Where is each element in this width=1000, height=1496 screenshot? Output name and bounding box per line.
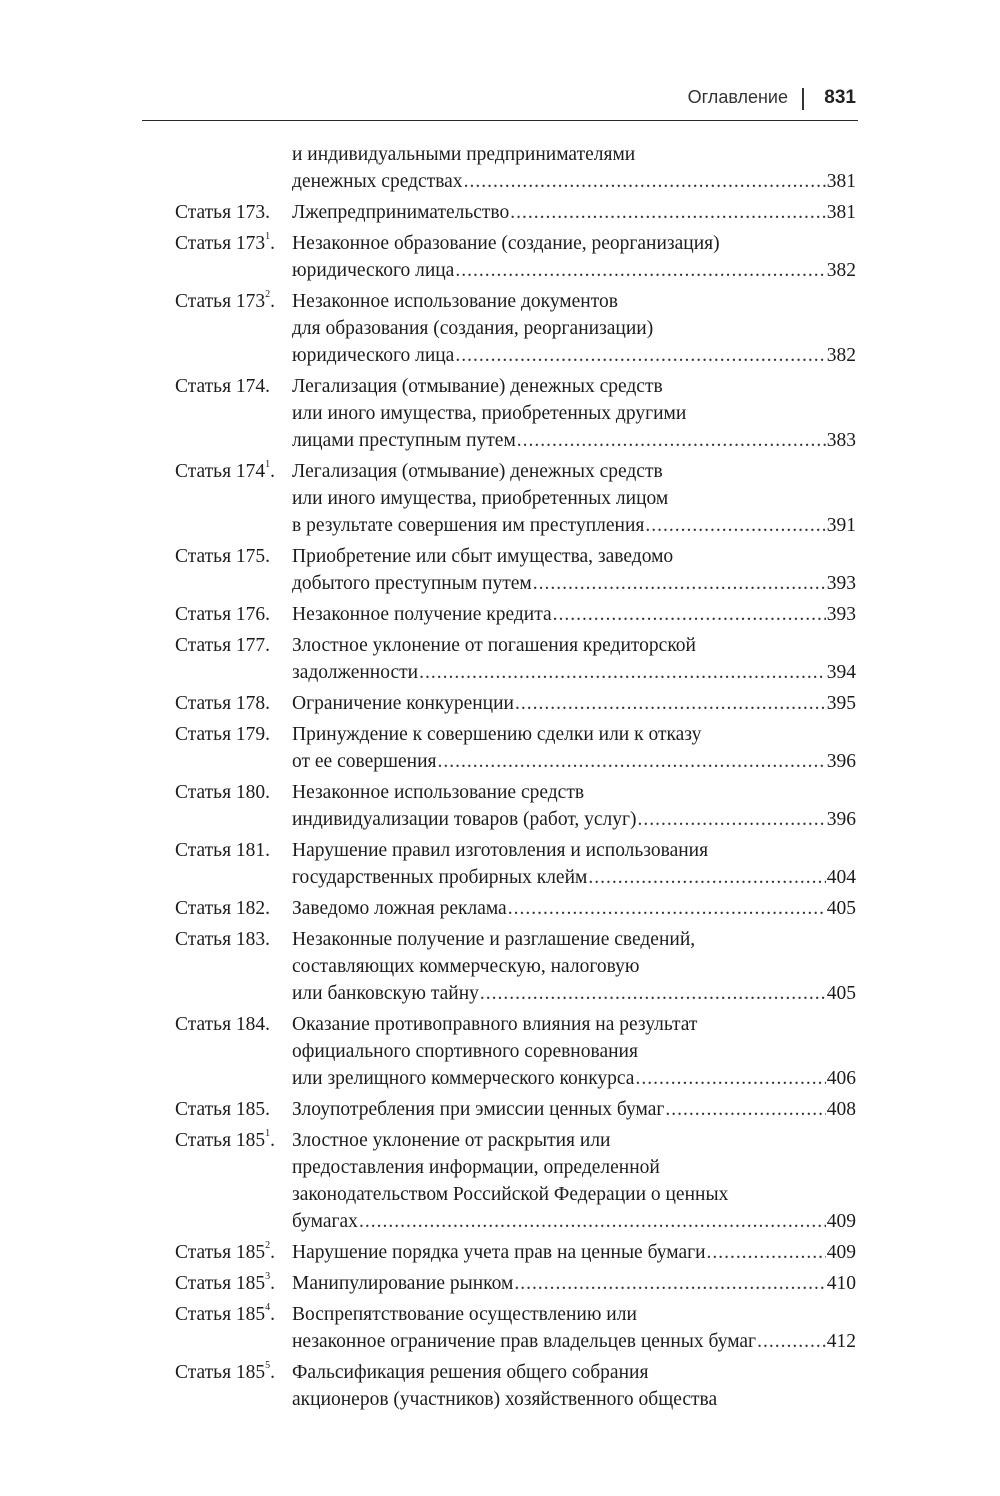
entry-page-number: 381: [826, 202, 856, 223]
entry-title: [292, 230, 856, 284]
dot-leader: [514, 1270, 825, 1297]
title-line: Нарушение правил изготовления и использования: [292, 840, 709, 861]
toc-entry[interactable]: [175, 721, 856, 775]
title-line: или зрелищного коммерческого конкурса: [292, 1068, 635, 1089]
entry-title: [292, 543, 856, 597]
title-line: Фальсификация решения общего собрания: [292, 1362, 649, 1383]
running-title: Оглавление: [687, 87, 788, 107]
dot-leader: [419, 659, 826, 686]
entry-title: [292, 373, 856, 454]
dot-leader: [645, 512, 825, 539]
toc-entry[interactable]: [175, 288, 856, 369]
header-divider: [802, 88, 804, 110]
entry-title: [292, 1301, 856, 1355]
article-number: Статья 185: [175, 1130, 266, 1151]
article-superscript: 1: [265, 459, 271, 470]
article-number: Статья 185: [175, 1273, 266, 1294]
dot-leader: [508, 895, 826, 922]
article-label: [175, 601, 292, 628]
title-line: официального спортивного соревнования: [292, 1041, 638, 1062]
title-line: в результате совершения им преступления: [292, 515, 645, 536]
entry-title: [292, 895, 856, 922]
article-label: [175, 779, 292, 833]
entry-page-number: 408: [826, 1099, 856, 1120]
article-label: Статья $185^1$.: [175, 1128, 276, 1151]
article-label: [175, 373, 292, 454]
dot-leader: [438, 748, 826, 775]
title-line: Легализация (отмывание) денежных средств: [292, 376, 663, 397]
article-label: [175, 690, 292, 717]
entry-page-number: 396: [826, 751, 856, 772]
article-label: [175, 895, 292, 922]
article-label: Статья $173^2$.: [175, 289, 276, 312]
title-line: Легализация (отмывание) денежных средств: [292, 461, 663, 482]
title-line: для образования (создания, реорганизации): [292, 318, 654, 339]
article-number: Статья 174: [175, 461, 266, 482]
toc-entry[interactable]: [175, 1096, 856, 1123]
title-line: Ограничение конкуренции: [292, 693, 514, 714]
article-number: Статья 185: [175, 1304, 266, 1325]
entry-title: [292, 1359, 856, 1413]
dot-leader: [588, 864, 825, 891]
entry-title: [292, 1270, 856, 1297]
dot-leader: [533, 570, 826, 597]
entry-title: [292, 601, 856, 628]
entry-page-number: 405: [826, 983, 856, 1004]
dot-leader: [635, 1065, 825, 1092]
article-superscript: 4: [265, 1302, 271, 1313]
toc-entry[interactable]: [175, 199, 856, 226]
article-label: [175, 926, 292, 1007]
article-superscript: 5: [265, 1360, 271, 1371]
entry-page-number: 381: [826, 171, 856, 192]
title-line: Незаконное использование средств: [292, 782, 585, 803]
article-label: Статья $173^1$.: [175, 231, 276, 254]
entry-page-number: 382: [826, 260, 856, 281]
entry-page-number: 393: [826, 604, 856, 625]
title-line: Нарушение порядка учета прав на ценные бумаги: [292, 1242, 706, 1263]
toc-entry[interactable]: [175, 543, 856, 597]
article-number: Статья 176.: [175, 604, 271, 625]
title-line: от ее совершения: [292, 751, 437, 772]
table-of-contents: [175, 141, 856, 1417]
entry-page-number: 404: [826, 867, 856, 888]
article-number: Статья 185: [175, 1242, 266, 1263]
article-label: [175, 1011, 292, 1092]
entry-page-number: 393: [826, 573, 856, 594]
title-line: бумагах: [292, 1211, 358, 1232]
article-number: Статья 174.: [175, 376, 271, 397]
title-line: незаконное ограничение прав владельцев ценных бумаг: [292, 1331, 757, 1352]
entry-page-number: 410: [826, 1273, 856, 1294]
title-line: Незаконное образование (создание, реорганизация): [292, 233, 720, 254]
title-line: денежных средствах: [292, 171, 463, 192]
title-line: акционеров (участников) хозяйственного общества: [292, 1389, 718, 1410]
entry-title: [292, 199, 856, 226]
title-line: Воспрепятствование осуществлению или: [292, 1304, 637, 1325]
article-superscript: 2: [265, 289, 271, 300]
title-line: Принуждение к совершению сделки или к отказу: [292, 724, 702, 745]
entry-title: [292, 141, 856, 195]
toc-entry[interactable]: [175, 1270, 856, 1297]
title-line: индивидуализации товаров (работ, услуг): [292, 809, 637, 830]
title-line: задолженности: [292, 662, 419, 683]
entry-title: [292, 288, 856, 369]
article-number: Статья 179.: [175, 724, 271, 745]
dot-leader: [455, 342, 825, 369]
article-number: Статья 180.: [175, 782, 271, 803]
article-number: Статья 184.: [175, 1014, 271, 1035]
article-label: Статья $185^5$.: [175, 1360, 276, 1383]
toc-entry[interactable]: [175, 1239, 856, 1266]
article-label: [175, 721, 292, 775]
toc-entry[interactable]: [175, 1301, 856, 1355]
entry-page-number: 391: [826, 515, 856, 536]
article-number: Статья 183.: [175, 929, 271, 950]
toc-entry[interactable]: [175, 926, 856, 1007]
article-number: Статья 175.: [175, 546, 271, 567]
title-line: юридического лица: [292, 345, 455, 366]
title-line: и индивидуальными предпринимателями: [292, 144, 636, 165]
title-line: добытого преступным путем: [292, 573, 532, 594]
toc-entry[interactable]: [175, 373, 856, 454]
title-line: или иного имущества, приобретенных лицом: [292, 488, 669, 509]
toc-entry[interactable]: [175, 632, 856, 686]
title-line: Лжепредпринимательство: [292, 202, 510, 223]
entry-page-number: 412: [826, 1331, 856, 1352]
toc-entry[interactable]: [175, 601, 856, 628]
article-label: Статья $185^4$.: [175, 1302, 276, 1325]
title-line: Злостное уклонение от погашения кредиторской: [292, 635, 696, 656]
title-line: Злостное уклонение от раскрытия или: [292, 1130, 611, 1151]
article-label: [175, 837, 292, 891]
dot-leader: [757, 1328, 826, 1355]
entry-page-number: 396: [826, 809, 856, 830]
title-line: Незаконное получение кредита: [292, 604, 552, 625]
article-superscript: 1: [265, 231, 271, 242]
article-label: [175, 141, 292, 195]
entry-title: [292, 1127, 856, 1235]
article-number: Статья 173: [175, 291, 266, 312]
toc-entry[interactable]: [175, 1359, 856, 1413]
entry-page-number: 409: [826, 1211, 856, 1232]
title-line: или банковскую тайну: [292, 983, 479, 1004]
entry-title: [292, 1239, 856, 1266]
title-line: Приобретение или сбыт имущества, заведомо: [292, 546, 674, 567]
dot-leader: [665, 1096, 825, 1123]
article-number: Статья 173.: [175, 202, 271, 223]
dot-leader: [515, 690, 826, 717]
title-line: Незаконное использование документов: [292, 291, 618, 312]
dot-leader: [455, 257, 825, 284]
toc-entry[interactable]: [175, 1127, 856, 1235]
article-superscript: 3: [265, 1271, 271, 1282]
entry-page-number: 406: [826, 1068, 856, 1089]
dot-leader: [553, 601, 826, 628]
toc-entry[interactable]: [175, 1011, 856, 1092]
title-line: государственных пробирных клейм: [292, 867, 588, 888]
entry-page-number: 394: [826, 662, 856, 683]
title-line: законодательством Российской Федерации о ценных: [292, 1184, 729, 1205]
article-number: Статья 185: [175, 1362, 266, 1383]
article-label: [175, 632, 292, 686]
entry-title: [292, 458, 856, 539]
article-label: [175, 199, 292, 226]
article-label: Статья $185^3$.: [175, 1271, 276, 1294]
entry-title: [292, 632, 856, 686]
toc-entry[interactable]: [175, 458, 856, 539]
article-label: Статья $185^2$.: [175, 1240, 276, 1263]
title-line: Злоупотребления при эмиссии ценных бумаг: [292, 1099, 665, 1120]
entry-title: [292, 690, 856, 717]
title-line: лицами преступным путем: [292, 430, 516, 451]
dot-leader: [359, 1208, 826, 1235]
entry-page-number: 395: [826, 693, 856, 714]
entry-page-number: 383: [826, 430, 856, 451]
dot-leader: [510, 199, 825, 226]
dot-leader: [517, 427, 826, 454]
toc-entry[interactable]: [175, 230, 856, 284]
article-number: Статья 177.: [175, 635, 271, 656]
entry-title: [292, 926, 856, 1007]
toc-entry[interactable]: [175, 690, 856, 717]
entry-title: [292, 1011, 856, 1092]
entry-page-number: 382: [826, 345, 856, 366]
dot-leader: [464, 168, 826, 195]
article-superscript: 2: [265, 1240, 271, 1251]
title-line: составляющих коммерческую, налоговую: [292, 956, 640, 977]
entry-page-number: 409: [826, 1242, 856, 1263]
toc-entry[interactable]: [175, 895, 856, 922]
entry-title: [292, 1096, 856, 1123]
entry-title: [292, 721, 856, 775]
running-header: [142, 82, 858, 121]
dot-leader: [707, 1239, 826, 1266]
entry-title: [292, 837, 856, 891]
article-label: Статья $174^1$.: [175, 459, 276, 482]
article-superscript: 1: [265, 1128, 271, 1139]
page-number: 831: [824, 87, 856, 108]
article-number: Статья 182.: [175, 898, 271, 919]
title-line: Манипулирование рынком: [292, 1273, 514, 1294]
title-line: или иного имущества, приобретенных другими: [292, 403, 687, 424]
toc-entry[interactable]: [175, 837, 856, 891]
toc-entry[interactable]: [175, 141, 856, 195]
article-number: Статья 178.: [175, 693, 271, 714]
article-number: Статья 181.: [175, 840, 271, 861]
title-line: Оказание противоправного влияния на результат: [292, 1014, 698, 1035]
article-label: [175, 543, 292, 597]
article-number: Статья 173: [175, 233, 266, 254]
dot-leader: [638, 806, 826, 833]
article-number: Статья 185.: [175, 1099, 271, 1120]
title-line: предоставления информации, определенной: [292, 1157, 660, 1178]
entry-title: [292, 779, 856, 833]
article-label: [175, 1096, 292, 1123]
title-line: юридического лица: [292, 260, 455, 281]
title-line: Заведомо ложная реклама: [292, 898, 507, 919]
title-line: Незаконные получение и разглашение сведений,: [292, 929, 696, 950]
dot-leader: [480, 980, 826, 1007]
toc-entry[interactable]: [175, 779, 856, 833]
entry-page-number: 405: [826, 898, 856, 919]
